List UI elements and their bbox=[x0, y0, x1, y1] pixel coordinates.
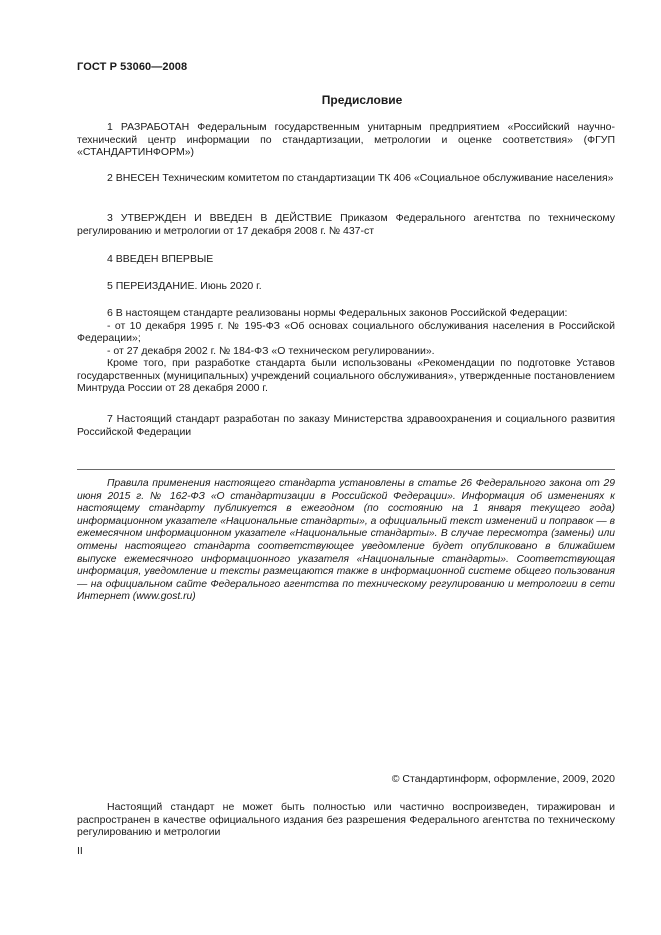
item-2 bbox=[77, 172, 615, 185]
divider-line bbox=[77, 469, 615, 470]
standard-code: ГОСТ Р 53060—2008 bbox=[77, 61, 188, 73]
page-title: Предисловие bbox=[321, 93, 403, 107]
item-2-text: 2 ВНЕСЕН Техническим комитетом по стандартизации ТК 406 «Социальное обслуживание населения» bbox=[107, 172, 614, 184]
standard-application-note bbox=[77, 478, 615, 604]
note-text: Правила применения настоящего стандарта установлены в статье 26 Федерального закона от 29 июня 2015 г. № 162-ФЗ «О стандартизации в Российской Федерации». Информация об изменениях к настоящему стандарту публикуется в ежегодном (по состоянию на 1 января текущего года) информационном указателе «Национальные стандарты», а официальный текст изменений и поправок — в ежемесячном информационном указателе «Национальные стандарты». В случае пересмотра (замены) или отмены настоящего стандарта соответствующее уведомление будет опубликовано в ближайшем выпуске ежемесячного информационного указателя «Национальные стандарты». Соответствующая информация, уведомление и тексты размещаются также в информационной системе общего пользования — на официальном сайте Федерального агентства по техническому регулированию и метрологии в сети Интернет (www.gost.ru) bbox=[77, 478, 615, 603]
item-4-text: 4 ВВЕДЕН ВПЕРВЫЕ bbox=[107, 253, 214, 265]
item-5 bbox=[77, 280, 615, 293]
item-4 bbox=[77, 253, 615, 266]
item-1 bbox=[77, 121, 615, 159]
reproduction-notice bbox=[77, 801, 615, 839]
item-6-dash-1: - от 10 декабря 1995 г. № 195-ФЗ «Об основах социального обслуживания населения в Российской Федерации»; bbox=[77, 319, 615, 344]
item-7-text: 7 Настоящий стандарт разработан по заказу Министерства здравоохранения и социального развития Российской Федерации bbox=[77, 413, 615, 438]
item-6-dash-2: - от 27 декабря 2002 г. № 184-ФЗ «О техническом регулировании». bbox=[107, 344, 435, 357]
item-6-extra: Кроме того, при разработке стандарта были использованы «Рекомендации по подготовке Уставов государственных (муниципальных) учреждений социального обслуживания», утвержденные постановлением Минтруда России от 28 декабря 2000 г. bbox=[77, 357, 615, 394]
item-7 bbox=[77, 413, 615, 438]
copyright-line: © Стандартинформ, оформление, 2009, 2020 bbox=[391, 773, 615, 785]
item-6-intro: 6 В настоящем стандарте реализованы нормы Федеральных законов Российской Федерации: bbox=[107, 307, 568, 319]
page-number: II bbox=[77, 845, 83, 857]
item-1-text: 1 РАЗРАБОТАН Федеральным государственным унитарным предприятием «Российский научно-технический центр информации по стандартизации, метрологии и оценке соответствия» (ФГУП «СТАНДАРТИНФОРМ») bbox=[77, 121, 615, 158]
item-3-text: 3 УТВЕРЖДЕН И ВВЕДЕН В ДЕЙСТВИЕ Приказом Федерального агентства по техническому регулированию и метрологии от 17 декабря 2008 г. № 437-ст bbox=[77, 212, 615, 237]
footer-text: Настоящий стандарт не может быть полностью или частично воспроизведен, тиражирован и распространен в качестве официального издания без разрешения Федерального агентства по техническому регулированию и метрологии bbox=[77, 801, 615, 838]
item-3 bbox=[77, 212, 615, 237]
item-6 bbox=[77, 307, 615, 395]
item-5-text: 5 ПЕРЕИЗДАНИЕ. Июнь 2020 г. bbox=[107, 280, 262, 292]
